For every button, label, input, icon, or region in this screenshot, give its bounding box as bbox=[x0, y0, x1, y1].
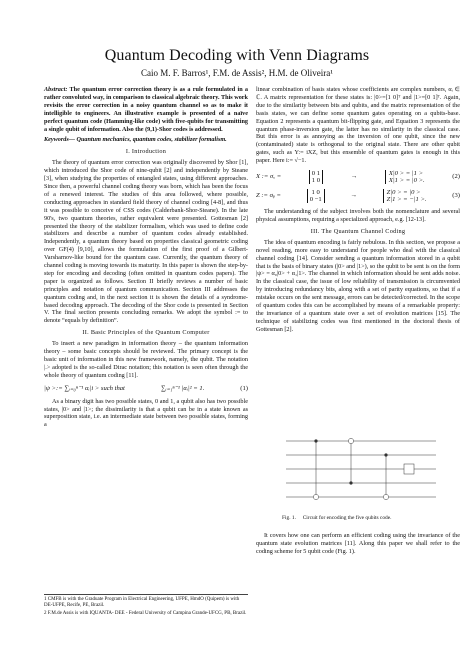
equation-2-number: (2) bbox=[452, 173, 460, 181]
equation-2-matrix-row-1: 0 1 bbox=[311, 170, 321, 178]
footnotes bbox=[44, 594, 248, 620]
right-column bbox=[256, 86, 460, 335]
abstract-text: The quantum error correction theory is as a rule formulated in a rather convoluted way, in comparison to classical algebraic theory. This work revisits the error correction in a noisy quantum channel so as to make it intelligible to engineers. An illustrative example is presented of a naïve perfect quantum code (Hamming-like code) with five-qubits for transmitting a single qubit of information. Also the (9,1)-Shor codes is addressed. bbox=[44, 86, 248, 133]
right-column-bottom bbox=[256, 532, 460, 556]
section-heading-basic-principles: II. Basic Principles of the Quantum Computer bbox=[82, 329, 210, 337]
equation-3-matrix bbox=[307, 189, 325, 203]
circuit-target-node bbox=[313, 494, 318, 499]
footnote-2: 2 F.M.de Assis is with IQUANTA- DEE - Federal University of Campina Grande-UFCG, PB, Brazil. bbox=[44, 611, 247, 617]
basic-principles-paragraph-2: As a binary digit has two possible states, 0 and 1, a qubit also has two possible states, |0> and |1>; the dissimilarity is that a qubit can be in a state known as superposition state, i.e. an intermediate state between two possible states, forming a bbox=[44, 397, 248, 429]
equation-3 bbox=[256, 189, 460, 203]
equation-3-case-2: Z|1 > = −|1 >. bbox=[386, 196, 427, 204]
figure-caption-text: Circuit for encoding the five qubits code. bbox=[302, 515, 392, 521]
equation-3-matrix-row-1: 1 0 bbox=[311, 189, 320, 197]
equation-2-lhs: X := σₓ = bbox=[256, 173, 282, 181]
equation-3-case-1: Z|0 > = |0 > bbox=[386, 189, 421, 197]
keywords-text: Quantum mechanics, quantum codes, stabilizer formalism. bbox=[74, 136, 227, 144]
circuit-target-node bbox=[383, 494, 388, 499]
paper-authors: Caio M. F. Barros¹, F.M. de Assis², H.M. de Oliveira¹ bbox=[141, 68, 333, 78]
equation-1-rhs: ∑ᵢ₌₁ⁿ⁻¹ |αᵢ|² = 1. bbox=[160, 384, 205, 392]
equation-1-number: (1) bbox=[240, 384, 248, 392]
basic-principles-paragraph-1: To insert a new paradigm in information theory – the quantum information theory – some basic concepts should be reviewed. The primary concept is the basic unit of information in this new framework, namely, the qubit. The notation |.> adopted is the so-called Dirac notation; this notation is seen often through the whole theory of quantum coding [11]. bbox=[44, 340, 248, 379]
right-paragraph-tail: It covers how one can perform an efficient coding using the invariance of the quantum state evolution matrices [11]. Along this paper we shall refer to the coding scheme for 5 qubit code (Fig. 1). bbox=[256, 532, 460, 555]
equation-1 bbox=[44, 385, 248, 393]
circuit-control-dot bbox=[384, 453, 387, 456]
equation-2-case-2: X|1 > = |0 >. bbox=[388, 177, 425, 185]
section-heading-quantum-channel-coding: III. The Quantum Channel Coding bbox=[310, 227, 406, 235]
keywords bbox=[44, 136, 248, 144]
footnote-1: 1 CMFB is with the Graduate Program in Electrical Engineering, UFPE, HmdO (Quipem) is with DE-UFPE, Recife, PE, Brazil. bbox=[44, 597, 240, 609]
left-column bbox=[44, 86, 248, 430]
circuit-control-dot bbox=[314, 439, 317, 442]
equation-2-matrix-row-2: 1 0 bbox=[311, 177, 321, 185]
equation-3-number: (3) bbox=[452, 192, 460, 200]
equation-2 bbox=[256, 170, 460, 184]
equation-2-case-1: X|0 > = |1 > bbox=[388, 170, 424, 178]
abstract-label: Abstract: bbox=[44, 86, 68, 93]
equation-1-lhs: |ψ >:= ∑ᵢ₌₀ⁿ⁻¹ αᵢ|i > such that bbox=[44, 384, 125, 392]
equation-2-matrix bbox=[309, 170, 323, 184]
paper-title: Quantum Decoding with Venn Diagrams bbox=[104, 47, 370, 64]
equation-3-cases bbox=[383, 189, 427, 203]
section-heading-introduction: I. Introduction bbox=[125, 148, 167, 156]
right-paragraph-1: linear combination of basis states whose coefficients are complex numbers, αᵢ ∈ ℂ. A matrix representation for these states is: |0>=[1 0]ᵀ and |1>=[0 1]ᵀ. Again, due to the similarity between bits and qubits, and the matrix representation of the basis states, we can define some quantum gates operating on a qubits-base. Equation 2 represents a quantum bit-flipping gate, and Equation 3 represents the quantum phase-inversion gate, the latter has no similarity in the classical case. But this error is as annoying as the inversion of one qubit, since the new (contaminated) state is orthogonal to the original state. There are other qubit gates, such as Y:= iXZ, but this ensemble of quantum gates is enough in this paper. Here i:= √−1. bbox=[256, 86, 460, 165]
circuit-gate-box bbox=[404, 464, 414, 474]
figure-caption-label: Fig. 1. bbox=[282, 515, 296, 521]
circuit-control-dot bbox=[349, 481, 352, 484]
figure-caption bbox=[282, 515, 452, 521]
equation-3-arrow: → bbox=[350, 192, 357, 200]
right-paragraph-2: The understanding of the subject involves both the nomenclature and several physical assumptions, requiring a specialized approach, e.g. [12-13]. bbox=[256, 208, 460, 223]
circuit-target-node bbox=[348, 438, 353, 443]
equation-2-cases bbox=[385, 170, 425, 184]
encoding-circuit-figure bbox=[276, 431, 446, 513]
abstract bbox=[44, 86, 248, 133]
equation-3-matrix-row-2: 0 −1 bbox=[309, 196, 322, 204]
keywords-label: Keywords— bbox=[44, 136, 75, 144]
equation-3-lhs: Z := σᵩ = bbox=[256, 192, 281, 200]
channel-coding-paragraph: The idea of quantum encoding is fairly nebulous. In this section, we propose a novel reading, more easy to understand for people who deal with the classical channel coding [14]. Consider sending a quantum information stored in a qubit that is the basis of binary states (|0> and |1>), so the qubit to be sent is on the form |ψ> = α₀|0> + α₁|1>. The channel in which information should be sent adds noise. In the classical case, the issue of low reliability of transmission is circumvented by introducing redundancy bits, along with a set of parity equations, so that if a mistake occurs on the sent message, errors can be detected/corrected. In the scope of quantum codes this can be accomplished by means of a remarkable property: the invariance of a quantum state over a set of evolution matrices [15]. The technique of stabilizing codes was first mentioned in the doctoral thesis of Gottesman [2]. bbox=[256, 238, 460, 333]
intro-paragraph: The theory of quantum error correction was originally discovered by Shor [1], which introduced the Shor code of nine-qubit [2] and independently by Steane [3], when studying the properties of entangled states, using different approaches. Since then, a powerful channel coding theory was born, which has been the focus of a renewed interest. The studies of this area followed, where possible, conducting approaches in standard field theory of channel coding [4-8], and thus it was possible to conceive of CSS codes (Calderbank-Shor-Steane). In the late 90's, two quantum theories, rather equivalent were presented. Gottesman [2] presented the theory of the stabilizer formalism, which was used to define code stabilizers and describe a number of quantum codes already established. Independently, a quantum theory based on properties classical geometric coding over GF(4) [9,10], allows the formulation of the first proof of a Gilbert-Varsharnov-like bound for the quantum case. Currently, the quantum theory of channel coding is moving towards its maturity. In this paper is shown the step-by-step for encoding and decoding (often omitted in quantum codes papers). The paper is organized as follows. Section II briefly reviews a number of basic principles and notation of quantum communication. Section III addresses the quantum coding and, in the next section it is shown the details of a syndrome-based decoding approach. The decoding of the Shor code is presented in Section V. The final section presents concluding remarks. We adopt the symbol := to denote “equals by definition”. bbox=[44, 159, 248, 325]
equation-2-arrow: → bbox=[350, 173, 358, 181]
